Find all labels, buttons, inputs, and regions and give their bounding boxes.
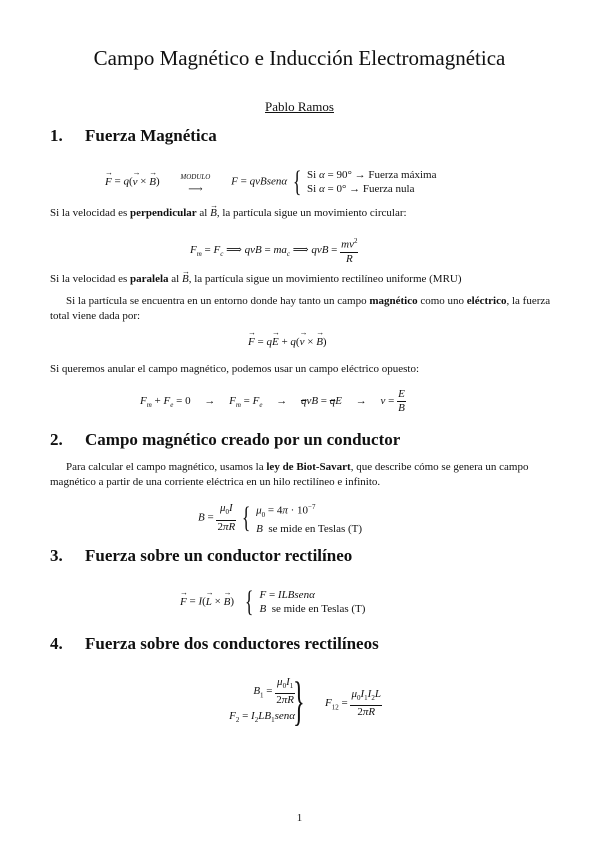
case-max: Fuerza máxima xyxy=(368,169,437,181)
section-number: 2. xyxy=(50,430,63,449)
equation-force-conductor: → F = I(→ L × → B) { F = ILBsenα B se mide en Teslas (T) xyxy=(180,588,365,616)
paragraph-biot-savart: Para calcular el campo magnético, usamos la ley de Biot-Savart, que describe cómo se genera un campo magnético a partir de una corriente eléctrica en un hilo rectilíneo e infinito. xyxy=(50,461,529,488)
page-number: 1 xyxy=(296,812,303,824)
equation-f2: $F_2 = I_2LB_1sen\alpha$ xyxy=(229,710,295,725)
section-title: Fuerza Magnética xyxy=(85,126,217,145)
document-title: Campo Magnético e Inducción Electromagnética xyxy=(93,46,506,70)
equation-b1: $B_1$ = $\frac{\mu_0I_1}{2\pi R}$ xyxy=(253,676,294,707)
right-brace: } xyxy=(293,671,305,731)
paragraph-paralela: Si la velocidad es paralela al → B, la partícula sigue un movimiento rectilíneo uniforme (MRU) xyxy=(50,272,570,287)
author-name: Pablo Ramos xyxy=(265,99,334,114)
equation-circular: $F_m = F_c$ ⟹ qvB = $ma_c$ ⟹ qvB = $\frac{mv^2}{R}$ xyxy=(190,237,358,265)
equation-f12: $F_{12}$ = $\frac{\mu_0I_1I_2L}{2\pi R}$ xyxy=(325,688,381,719)
section-number: 4. xyxy=(50,634,63,653)
section-number: 3. xyxy=(50,546,63,565)
unit-teslas: se mide en Teslas (T) xyxy=(268,522,363,535)
section-heading-3 xyxy=(50,546,352,566)
case-null: Fuerza nula xyxy=(362,183,415,195)
section-heading-4 xyxy=(50,634,379,654)
modulo-label: MODULO xyxy=(180,173,211,181)
paragraph-anular: Si queremos anular el campo magnético, podemos usar un campo eléctrico opuesto: xyxy=(50,363,419,375)
paragraph-perpendicular: Si la velocidad es perpendicular al → B, la partícula sigue un movimiento circular: xyxy=(50,206,550,221)
unit-teslas: se mide en Teslas (T) xyxy=(271,603,366,615)
section-title: Campo magnético creado por un conductor xyxy=(85,430,401,449)
section-title: Fuerza sobre un conductor rectilíneo xyxy=(85,546,353,565)
section-heading-1 xyxy=(50,126,217,146)
equation-velocity-selector: $F_m + F_e = 0$ → $F_m = F_e$ → qvB = qE → v = $\frac{E}{B}$ xyxy=(140,388,405,414)
section-title: Fuerza sobre dos conductores rectilíneos xyxy=(85,634,379,653)
paragraph-campo-total: Si la partícula se encuentra en un entorno donde hay tanto un campo magnético como uno eléctrico, la fuerza total viene dada por: xyxy=(50,295,551,322)
equation-biot-savart: B = $\frac{\mu_0I}{2\pi R}$ { $\mu_0 = 4\pi \cdot 10^{-7}$ B se mide en Teslas (T) xyxy=(198,500,363,535)
equation-total-force: → F = q→ E + q(→ v × → B) xyxy=(248,336,327,348)
section-number: 1. xyxy=(50,126,63,145)
section-heading-2 xyxy=(50,430,400,450)
equation-lorentz-force: → F = q(→ v × → B) $^{MODULO}$ ⟶ F = qvBsenα { Si α = 90° → Fuerza máxima Si α = 0° → Fuerza nula xyxy=(105,168,437,196)
